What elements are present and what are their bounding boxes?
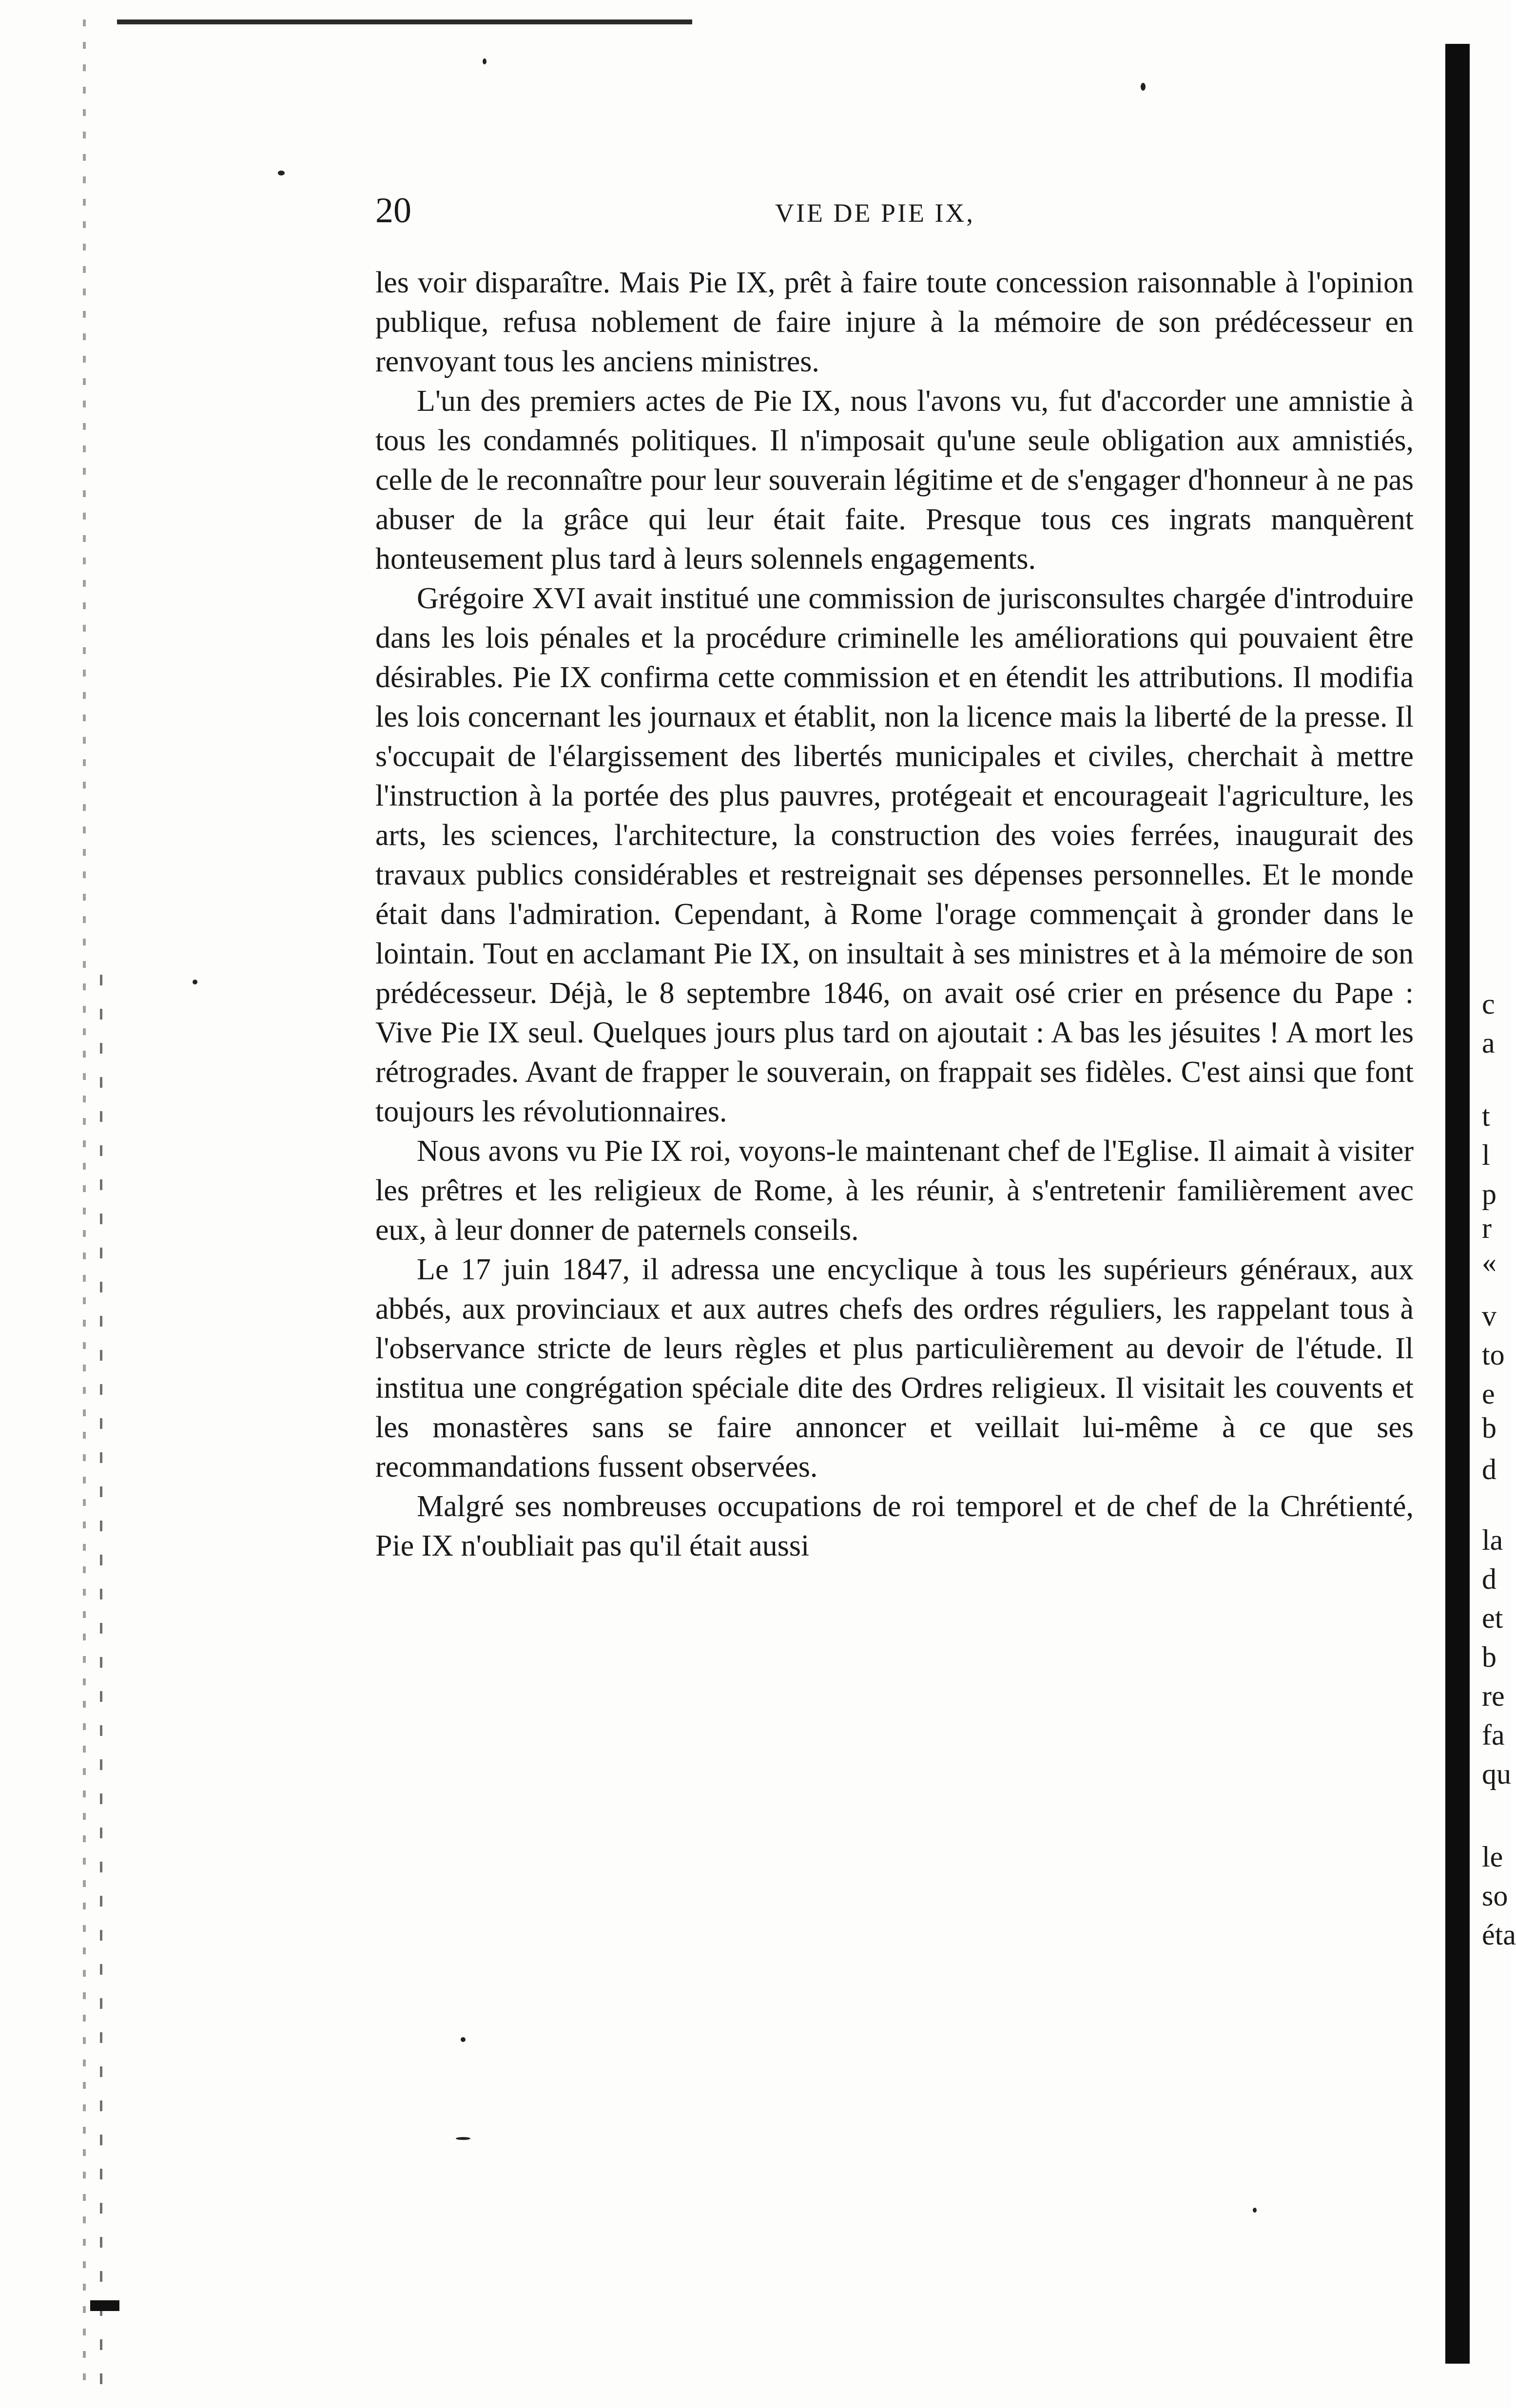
adjacent-page-fragment: fa [1482,1719,1505,1751]
paragraph: L'un des premiers actes de Pie IX, nous l'avons vu, fut d'accorder une amnistie à tous les condamnés politiques. Il n'imposait qu'une seule obligation aux amnistiés, celle de le reconnaître pour leur souverain légitime et de s'engager d'honneur à ne pas abuser de la grâce qui leur était faite. Presque tous ces ingrats manquèrent honteusement plus tard à leurs solennels engagements. [375,385,1414,576]
adjacent-page-fragment: p [1482,1178,1497,1210]
adjacent-page-fragment: et [1482,1602,1503,1634]
running-title: VIE DE PIE IX, [775,198,975,228]
adjacent-page-fragment: v [1482,1300,1497,1332]
paragraph: les voir disparaître. Mais Pie IX, prêt à faire toute concession raisonnable à l'opinion publique, refusa noblement de faire injure à la mémoire de son prédécesseur en renvoyant tous les anciens ministres. [375,266,1414,378]
adjacent-page-fragment: éta [1482,1919,1516,1951]
speck [483,58,486,64]
speck [1141,83,1146,91]
binding-edge-marks [83,19,86,2388]
speck [461,2037,466,2042]
adjacent-page-fragment: t [1482,1100,1490,1132]
adjacent-page-fragment: to [1482,1339,1505,1371]
adjacent-page-fragment: re [1482,1680,1505,1712]
binding-edge-marks-lower [100,975,102,2388]
adjacent-page-fragment: « [1482,1246,1497,1278]
adjacent-page-fragment: r [1482,1212,1492,1244]
adjacent-page-fragment: la [1482,1524,1503,1556]
top-rule [117,19,692,24]
adjacent-page-fragment: l [1482,1139,1490,1171]
speck [193,980,197,984]
speck [456,2137,470,2140]
corner-smudge [90,2300,119,2311]
adjacent-page-fragment: so [1482,1880,1508,1912]
adjacent-page-fragment: le [1482,1841,1503,1873]
adjacent-page-fragment: e [1482,1378,1495,1410]
page-number: 20 [375,191,411,231]
adjacent-page-fragment: c [1482,988,1495,1020]
adjacent-page-fragment: qu [1482,1758,1511,1790]
paragraph: Nous avons vu Pie IX roi, voyons-le maintenant chef de l'Eglise. Il aimait à visiter les prêtres et les religieux de Rome, à les réunir, à s'entretenir familièrement avec eux, à leur donner de paternels conseils. [375,1135,1414,1247]
adjacent-page-fragment: b [1482,1412,1497,1444]
speck [1253,2208,1257,2213]
paragraph: Malgré ses nombreuses occupations de roi temporel et de chef de la Chrétienté, Pie IX n'oubliait pas qu'il était aussi [375,1490,1414,1562]
adjacent-page-fragment: b [1482,1641,1497,1673]
adjacent-page-fragment: d [1482,1563,1497,1595]
paragraph: Grégoire XVI avait institué une commission de jurisconsultes chargée d'introduire dans les lois pénales et la procédure criminelle les améliorations qui pouvaient être désirables. Pie IX confirma cette commission et en étendit les attributions. Il modifia les lois concernant les journaux et établit, non la licence mais la liberté de la presse. Il s'occupait de l'élargissement des libertés municipales et civiles, cherchait à mettre l'instruction à la portée des plus pauvres, protégeait et encourageait l'agriculture, les arts, les sciences, l'architecture, la construction des voies ferrées, inaugurait des travaux publics considérables et restreignait ses dépenses personnelles. Et le monde était dans l'admiration. Cependant, à Rome l'orage commençait à gronder dans le lointain. Tout en acclamant Pie IX, on insultait à ses ministres et à la mémoire de son prédécesseur. Déjà, le 8 septembre 1846, on avait osé crier en présence du Pape : Vive Pie IX seul. Quelques jours plus tard on ajoutait : A bas les jésuites ! A mort les rétrogrades. Avant de frapper le souverain, on frappait ses fidèles. C'est ainsi que font toujours les révolutionnaires. [375,582,1414,1128]
adjacent-page-fragment: a [1482,1027,1495,1059]
paragraph: Le 17 juin 1847, il adressa une encyclique à tous les supérieurs généraux, aux abbés, aux provinciaux et aux autres chefs des ordres réguliers, les rappelant tous à l'observance stricte de leurs règles et plus particulièrement au devoir de l'étude. Il institua une congrégation spéciale dite des Ordres religieux. Il visitait les couvents et les monastères sans se faire annoncer et veillait lui-même à ce que ses recommandations fussent observées. [375,1253,1414,1483]
adjacent-page-fragment: d [1482,1453,1497,1485]
speck [278,171,285,175]
page-gutter-shadow [1445,44,1470,2364]
body-text [375,263,1414,1566]
